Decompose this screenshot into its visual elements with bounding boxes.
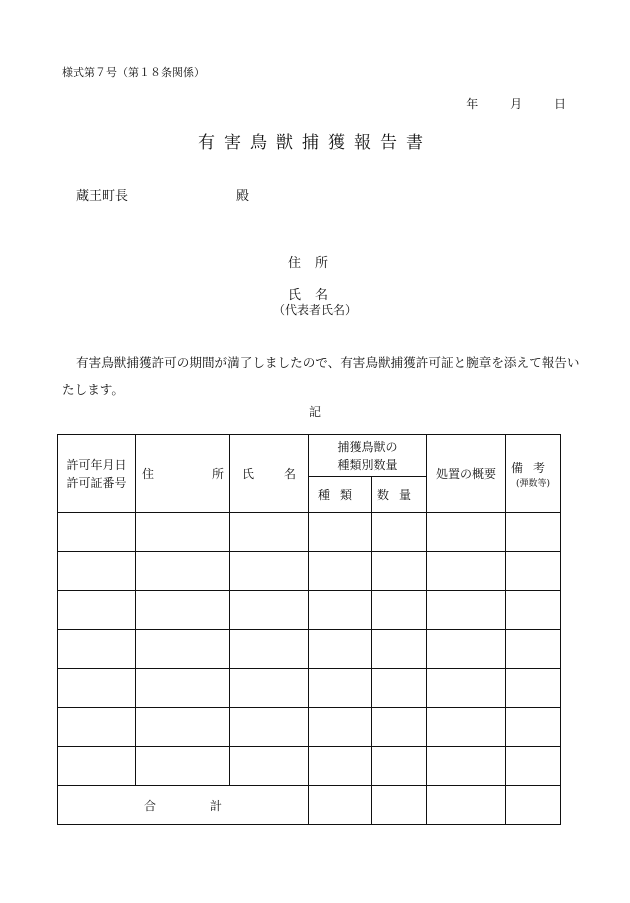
cell-remarks xyxy=(506,552,561,591)
cell-permit xyxy=(58,708,136,747)
cell-quantity xyxy=(372,630,427,669)
reporter-name-label: 氏名 xyxy=(287,288,342,303)
table-row xyxy=(58,591,561,630)
table-row xyxy=(58,669,561,708)
cell-species xyxy=(309,630,372,669)
cell-remarks xyxy=(506,669,561,708)
header-name xyxy=(230,435,309,513)
cell-address xyxy=(136,552,230,591)
body-text: 有害鳥獣捕獲許可の期間が満了しましたので、有害鳥獣捕獲許可証と腕章を添えて報告いたします。 xyxy=(62,355,580,397)
table-row xyxy=(58,552,561,591)
table-row xyxy=(58,513,561,552)
cell-quantity xyxy=(372,513,427,552)
total-disposal-cell xyxy=(427,786,506,825)
cell-disposal xyxy=(427,513,506,552)
header-captured-line1: 捕獲鳥獣の xyxy=(337,439,398,454)
cell-permit xyxy=(58,630,136,669)
cell-species xyxy=(309,591,372,630)
header-captured-line2: 種類別数量 xyxy=(337,457,398,472)
cell-address xyxy=(136,630,230,669)
table-row xyxy=(58,630,561,669)
date-line xyxy=(466,95,566,112)
total-remarks-cell xyxy=(506,786,561,825)
total-species-cell xyxy=(309,786,372,825)
cell-remarks xyxy=(506,708,561,747)
cell-address xyxy=(136,669,230,708)
header-name-a: 氏 xyxy=(241,467,254,481)
cell-address xyxy=(136,591,230,630)
cell-species xyxy=(309,747,372,786)
header-disposal: 処置の概要 xyxy=(427,435,506,513)
cell-disposal xyxy=(427,591,506,630)
cell-disposal xyxy=(427,747,506,786)
cell-disposal xyxy=(427,630,506,669)
header-quantity: 数量 xyxy=(372,477,427,513)
cell-species xyxy=(309,708,372,747)
date-year: 年 xyxy=(466,97,479,111)
cell-remarks xyxy=(506,591,561,630)
cell-name xyxy=(230,747,309,786)
date-day: 日 xyxy=(553,97,566,111)
cell-species xyxy=(309,552,372,591)
cell-disposal xyxy=(427,669,506,708)
cell-permit xyxy=(58,552,136,591)
cell-quantity xyxy=(372,708,427,747)
cell-disposal xyxy=(427,552,506,591)
cell-name xyxy=(230,669,309,708)
reporter-address-label: 住所 xyxy=(287,256,342,271)
cell-remarks xyxy=(506,747,561,786)
header-remarks-sub: (弾数等) xyxy=(516,478,551,489)
recipient-honorific: 殿 xyxy=(236,189,250,204)
cell-species xyxy=(309,513,372,552)
cell-name xyxy=(230,552,309,591)
form-number: 様式第７号（第１８条関係） xyxy=(62,66,205,79)
cell-permit xyxy=(58,669,136,708)
report-table xyxy=(57,434,561,825)
cell-quantity xyxy=(372,669,427,708)
header-remarks xyxy=(506,435,561,513)
header-name-b: 名 xyxy=(284,467,297,481)
header-remarks-label: 備考 xyxy=(511,460,556,475)
ki-marker: 記 xyxy=(308,405,321,419)
date-month: 月 xyxy=(510,97,523,111)
header-species: 種類 xyxy=(309,477,372,513)
header-address-b: 所 xyxy=(212,467,225,481)
cell-address xyxy=(136,708,230,747)
cell-remarks xyxy=(506,513,561,552)
table-row xyxy=(58,708,561,747)
representative-label: （代表者氏名） xyxy=(272,303,357,317)
header-permit-number: 許可証番号 xyxy=(66,475,127,490)
cell-remarks xyxy=(506,630,561,669)
total-label xyxy=(58,786,309,825)
table-row xyxy=(58,747,561,786)
cell-permit xyxy=(58,591,136,630)
header-captured xyxy=(309,435,427,477)
cell-quantity xyxy=(372,591,427,630)
cell-quantity xyxy=(372,747,427,786)
cell-permit xyxy=(58,513,136,552)
cell-permit xyxy=(58,747,136,786)
header-address-a: 住 xyxy=(142,467,155,481)
cell-species xyxy=(309,669,372,708)
document-title: 有害鳥獣捕獲報告書 xyxy=(198,133,432,153)
cell-name xyxy=(230,630,309,669)
cell-name xyxy=(230,708,309,747)
total-label-b: 計 xyxy=(210,798,223,813)
cell-address xyxy=(136,513,230,552)
total-quantity-cell xyxy=(372,786,427,825)
cell-quantity xyxy=(372,552,427,591)
header-permit xyxy=(58,435,136,513)
recipient-name: 蔵王町長 xyxy=(76,189,129,204)
total-label-a: 合 xyxy=(143,798,156,813)
header-address xyxy=(136,435,230,513)
header-permit-date: 許可年月日 xyxy=(66,457,127,472)
cell-disposal xyxy=(427,708,506,747)
cell-name xyxy=(230,591,309,630)
cell-address xyxy=(136,747,230,786)
cell-name xyxy=(230,513,309,552)
